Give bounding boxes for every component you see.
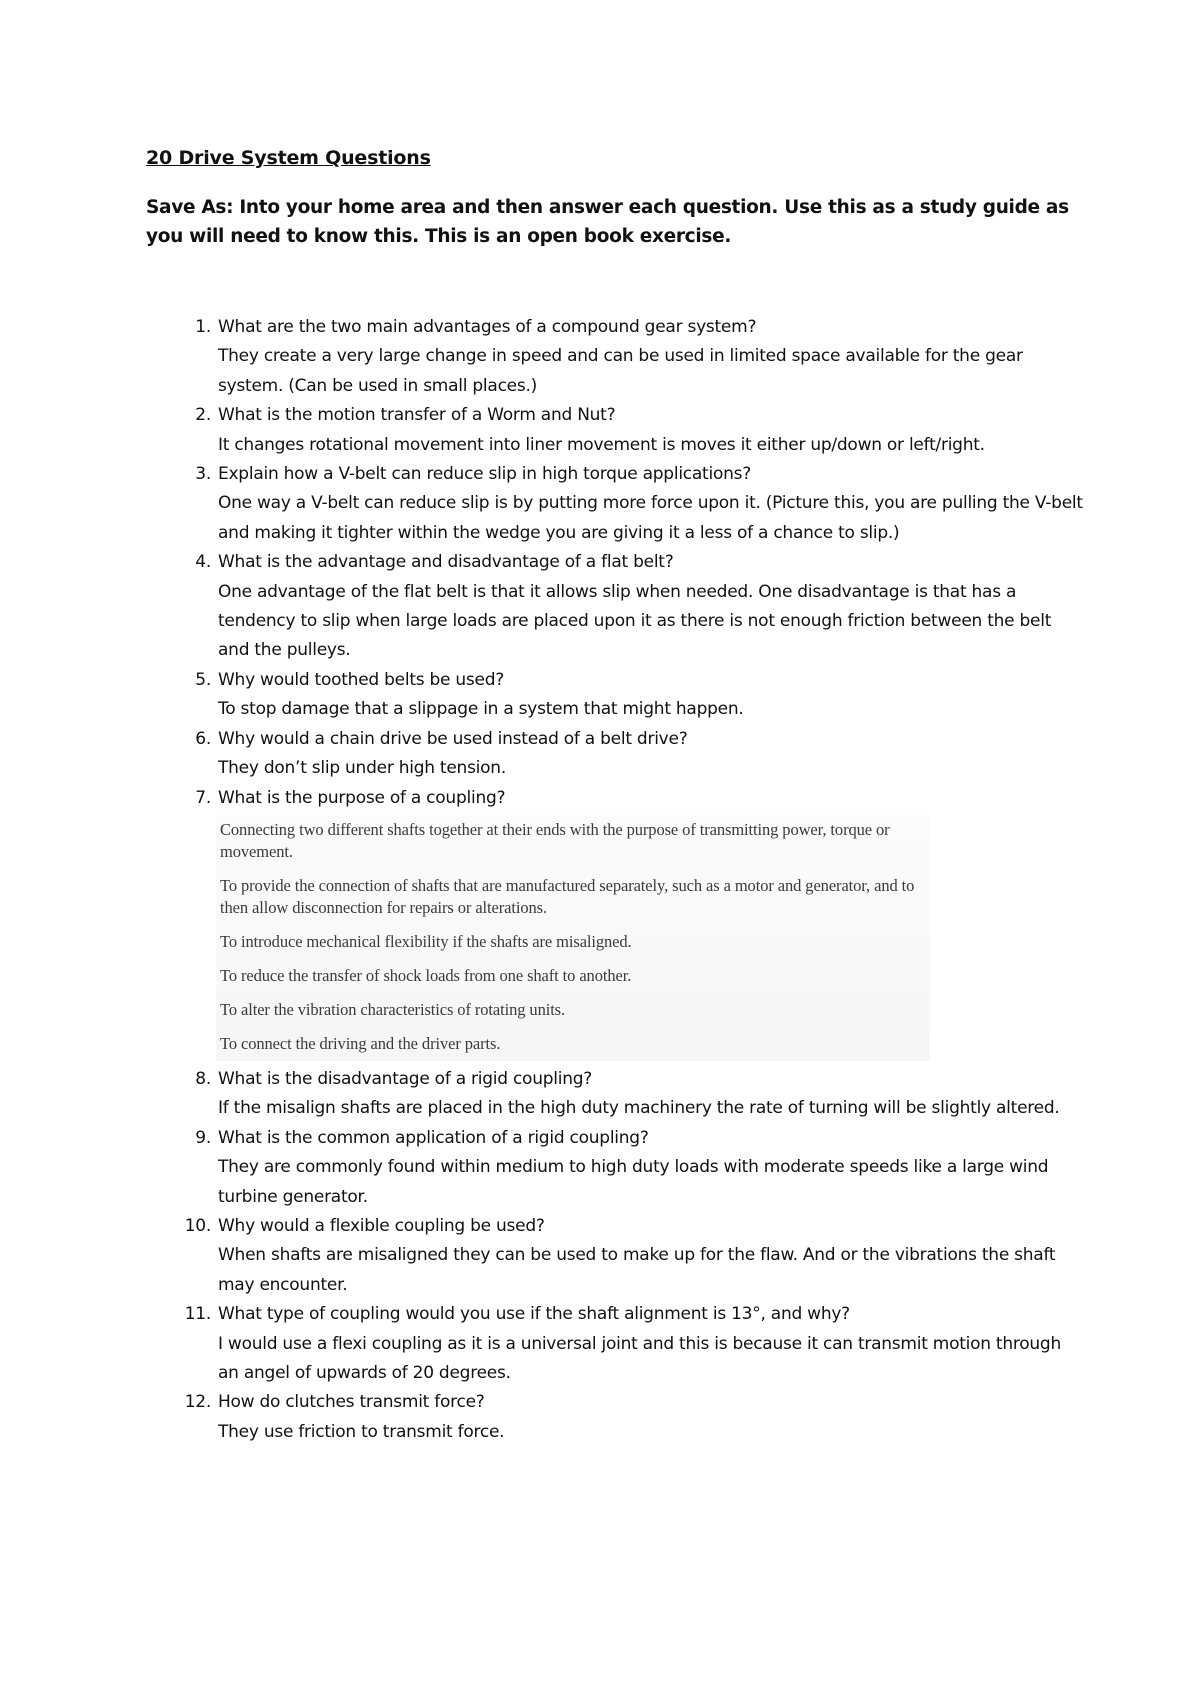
question-item-1 bbox=[146, 313, 1086, 401]
answer-text: When shafts are misaligned they can be used to make up for the flaw. And or the vibrations the shaft may encounter. bbox=[218, 1245, 1056, 1295]
question-item-2 bbox=[146, 401, 1086, 460]
question-text: What is the common application of a rigid coupling? bbox=[218, 1127, 649, 1148]
question-item-9 bbox=[146, 1124, 1086, 1212]
scanned-answer-line: To reduce the transfer of shock loads from one shaft to another. bbox=[220, 965, 632, 985]
question-text: Why would a flexible coupling be used? bbox=[218, 1215, 545, 1236]
question-number: 3. bbox=[195, 464, 211, 485]
scanned-answer-line: To alter the vibration characteristics of rotating units. bbox=[220, 999, 566, 1019]
question-number: 6. bbox=[195, 728, 211, 749]
question-list bbox=[146, 313, 1086, 1447]
question-number: 5. bbox=[195, 669, 211, 690]
question-text: What is the motion transfer of a Worm and Nut? bbox=[218, 405, 616, 426]
page-title: 20 Drive System Questions bbox=[146, 147, 431, 169]
question-number: 8. bbox=[195, 1068, 211, 1089]
question-number: 2. bbox=[195, 405, 211, 426]
question-number: 4. bbox=[195, 552, 211, 573]
question-item-11 bbox=[146, 1300, 1086, 1388]
answer-text: To stop damage that a slippage in a system that might happen. bbox=[218, 699, 744, 720]
question-text: What is the purpose of a coupling? bbox=[218, 787, 506, 808]
answer-text: If the misalign shafts are placed in the high duty machinery the rate of turning will be slightly altered. bbox=[218, 1098, 1060, 1119]
question-item-5 bbox=[146, 666, 1086, 725]
question-number: 1. bbox=[195, 317, 211, 337]
question-number: 9. bbox=[195, 1127, 211, 1148]
question-item-10 bbox=[146, 1212, 1086, 1300]
question-number: 10. bbox=[184, 1215, 211, 1236]
question-text: What is the advantage and disadvantage of a flat belt? bbox=[218, 552, 674, 573]
question-number: 11. bbox=[184, 1304, 211, 1325]
answer-text: They use friction to transmit force. bbox=[218, 1421, 505, 1442]
scanned-answer-line: To connect the driving and the driver parts. bbox=[220, 1033, 501, 1053]
scanned-answer-image bbox=[216, 815, 930, 1061]
question-item-4 bbox=[146, 548, 1086, 666]
answer-text: One way a V-belt can reduce slip is by putting more force upon it. (Picture this, you are pulling the V-belt and making it tighter within the wedge you are giving it a less of a chance to slip.) bbox=[218, 493, 1083, 543]
question-text: What is the disadvantage of a rigid coupling? bbox=[218, 1068, 593, 1089]
question-item-3 bbox=[146, 460, 1086, 548]
question-number: 12. bbox=[184, 1392, 211, 1413]
question-item-12 bbox=[146, 1388, 1086, 1447]
question-text: What are the two main advantages of a compound gear system? bbox=[218, 317, 757, 337]
question-number: 7. bbox=[195, 787, 211, 808]
question-text: Why would toothed belts be used? bbox=[218, 669, 505, 690]
answer-text: They are commonly found within medium to high duty loads with moderate speeds like a large wind turbine generator. bbox=[218, 1157, 1049, 1207]
question-item-6 bbox=[146, 725, 1086, 784]
question-text: Why would a chain drive be used instead of a belt drive? bbox=[218, 728, 688, 749]
scanned-answer-line: Connecting two different shafts together at their ends with the purpose of transmitting power, torque or movement. bbox=[220, 819, 890, 861]
question-text: How do clutches transmit force? bbox=[218, 1392, 485, 1413]
scanned-answer-line: To provide the connection of shafts that are manufactured separately, such as a motor and generator, and to then allow disconnection for repairs or alterations. bbox=[220, 875, 915, 917]
scanned-answer-line: To introduce mechanical flexibility if the shafts are misaligned. bbox=[220, 931, 632, 951]
answer-text: It changes rotational movement into liner movement is moves it either up/down or left/right. bbox=[218, 434, 985, 455]
question-text: Explain how a V-belt can reduce slip in high torque applications? bbox=[218, 464, 751, 485]
answer-text: I would use a flexi coupling as it is a universal joint and this is because it can transmit motion through an angel of upwards of 20 degrees. bbox=[218, 1333, 1061, 1383]
answer-text: One advantage of the flat belt is that it allows slip when needed. One disadvantage is that has a tendency to slip when large loads are placed upon it as there is not enough friction between the belt and the pulleys. bbox=[218, 581, 1052, 661]
question-item-8 bbox=[146, 1065, 1086, 1124]
question-item-7 bbox=[146, 784, 1086, 1061]
answer-text: They don’t slip under high tension. bbox=[218, 758, 506, 779]
answer-text: They create a very large change in speed and can be used in limited space available for the gear system. (Can be used in small places.) bbox=[218, 346, 1023, 396]
instructions-paragraph: Save As: Into your home area and then answer each question. Use this as a study guide as you will need to know this. This is an open book exercise. bbox=[146, 197, 1069, 247]
question-text: What type of coupling would you use if the shaft alignment is 13°, and why? bbox=[218, 1304, 850, 1325]
